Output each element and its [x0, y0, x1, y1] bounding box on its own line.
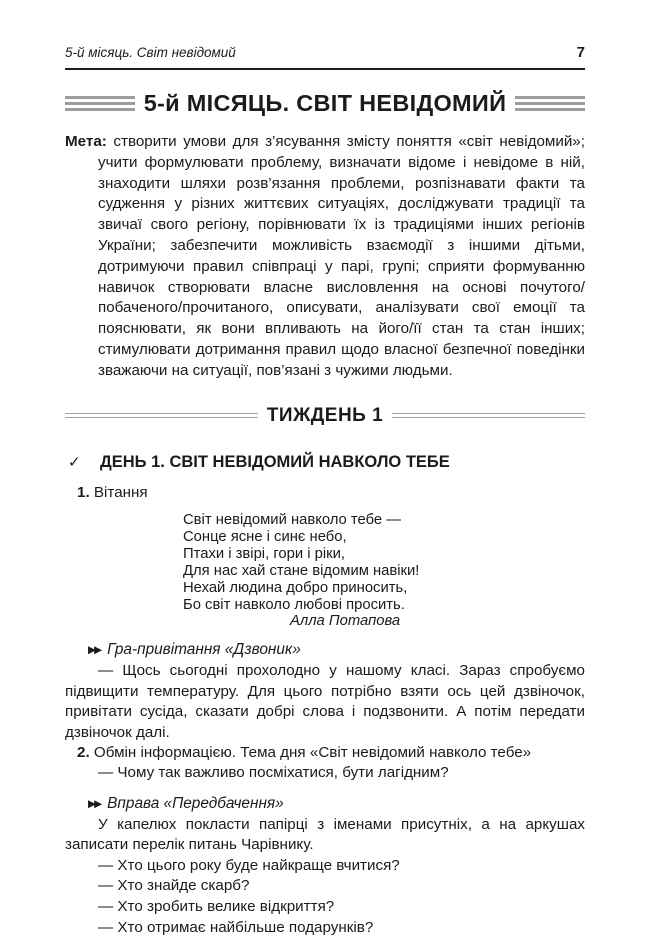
double-line-right-icon	[392, 413, 585, 419]
page-number: 7	[576, 44, 585, 61]
activity-2-question: — Чому так важливо посміхатися, бути лагідним?	[98, 764, 449, 782]
activity-2-heading	[65, 743, 585, 763]
exercise-question: — Хто отримає найбільше подарунків?	[98, 918, 374, 936]
poem-line: Бо світ навколо любові просить.	[183, 596, 405, 613]
exercise-question: — Хто знайде скарб?	[98, 877, 250, 895]
activity-1-title: Вітання	[93, 483, 148, 501]
exercise-heading	[88, 795, 585, 813]
triple-bar-right-icon	[515, 96, 585, 112]
day-heading	[65, 453, 585, 472]
meta-text: створити умови для з’ясування змісту поняття «світ невідомий»; учити формулювати проблему, визначати відоме і невідоме в ній, знаходити шляхи розв’язання проблеми, розпізнавати факти та судження у різних життєвих ситуаціях, досліджувати традиції та звичаї свого регіону, порівнювати їх із традиціями інших регіонів України; забезпечити можливість взаємодії з іншими дітьми, дотримуючи правил співпраці у парі, групі; сприяти формуванню навичок створювати власне висловлення на основі почутого/побаченого/прочитаного, описувати, аналізувати свої емоції та пояснювати, як вони впливають на його/її стан та стан інших; стимулювати дотримання правил щодо власної безпечної поведінки зважаючи на ситуації, пов’язані з чужими людьми.	[98, 133, 585, 379]
check-icon: ✓	[68, 453, 81, 471]
exercise-title: Вправа «Передбачення»	[107, 794, 284, 812]
activity-1-heading	[65, 483, 585, 503]
poem-line: Для нас хай стане відомим навіки!	[183, 562, 420, 579]
game-heading	[88, 641, 585, 659]
poem-author: Алла Потапова	[290, 613, 401, 630]
month-title-banner	[65, 90, 585, 117]
double-arrow-icon: ▶▶	[88, 644, 101, 657]
game-paragraph: — Щось сьогодні прохолодно у нашому класі. Зараз спробуємо підвищити температуру. Для цього потрібно взяти ось цей дзвіночок, привітати сусіда, сказати добрі слова і подзвонити. А потім передати дзвіночок далі.	[65, 662, 585, 741]
poem-line: Сонце ясне і синє небо,	[183, 528, 347, 545]
activity-2-number: 2.	[77, 743, 90, 761]
month-title: 5-й МІСЯЦЬ. СВІТ НЕВІДОМИЙ	[143, 90, 507, 116]
poem-line: Світ невідомий навколо тебе —	[183, 511, 402, 528]
triple-bar-left-icon	[65, 96, 135, 112]
exercise-question-list	[65, 856, 585, 938]
exercise-paragraph: У капелюх покласти папірці з іменами присутніх, а на аркушах записати перелік питань Чарівнику.	[65, 815, 585, 854]
double-line-left-icon	[65, 413, 258, 419]
meta-label: Мета:	[65, 133, 107, 150]
poem	[183, 512, 585, 630]
poem-line: Птахи і звірі, гори і ріки,	[183, 545, 345, 562]
double-arrow-icon: ▶▶	[88, 797, 101, 810]
meta-paragraph	[65, 132, 585, 382]
poem-line: Нехай людина добро приносить,	[183, 579, 408, 596]
week-banner	[65, 405, 585, 427]
activity-2-title: Обмін інформацією. Тема дня «Світ невідомий навколо тебе»	[93, 743, 532, 761]
game-title: Гра-привітання «Дзвоник»	[107, 641, 301, 659]
week-title: ТИЖДЕНЬ 1	[266, 404, 384, 426]
exercise-question: — Хто цього року буде найкраще вчитися?	[98, 856, 400, 874]
exercise-question: — Хто зробить велике відкриття?	[98, 897, 335, 915]
running-header	[65, 44, 585, 70]
activity-1-number: 1.	[77, 483, 90, 501]
running-header-title: 5-й місяць. Світ невідомий	[65, 45, 236, 60]
day-title: ДЕНЬ 1. СВІТ НЕВІДОМИЙ НАВКОЛО ТЕБЕ	[100, 452, 450, 471]
